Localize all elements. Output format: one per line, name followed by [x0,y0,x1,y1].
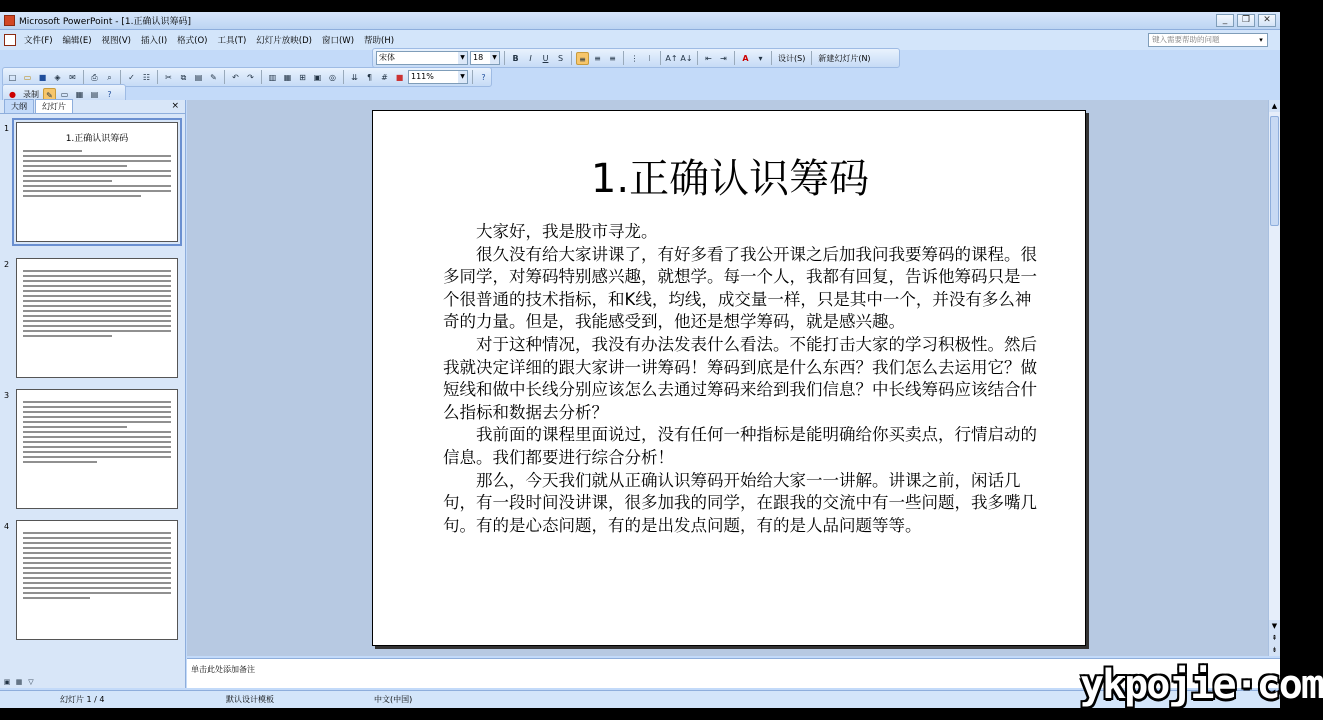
text-line [23,270,171,272]
separator [811,51,812,65]
slide-thumbnail[interactable] [16,258,178,378]
copy-icon[interactable]: ⧉ [180,72,187,82]
underline-button[interactable]: U [542,53,549,63]
spelling-icon[interactable]: ✓ [128,72,135,82]
title-bar [0,12,1280,30]
menu-file[interactable]: 文件(F) [24,36,53,46]
thumbnail-row [0,389,186,514]
text-line [23,421,171,423]
permission-icon[interactable]: ◈ [54,72,61,82]
next-slide-icon[interactable]: ⇟ [1269,644,1280,656]
align-center-icon[interactable]: ≡ [594,53,601,63]
save-icon[interactable]: ■ [38,72,47,82]
vertical-scrollbar[interactable] [1268,100,1280,656]
decrease-indent-icon[interactable]: ⇤ [705,53,712,63]
insert-chart-icon[interactable]: ▥ [268,72,277,82]
slide-editing-area [187,100,1268,656]
text-line [23,295,171,297]
chevron-down-icon[interactable]: ▼ [490,52,499,64]
minimize-button[interactable]: _ [1216,14,1234,27]
help-icon[interactable]: ? [481,72,486,82]
document-icon[interactable] [4,34,16,46]
help-icon[interactable]: ? [107,89,112,99]
redo-icon[interactable]: ↷ [247,72,254,82]
text-line [23,572,171,574]
text-line [23,406,171,408]
new-slide-button[interactable]: 新建幻灯片(N) [818,53,871,63]
align-right-icon[interactable]: ≡ [609,53,616,63]
menu-format[interactable]: 格式(O) [177,36,208,46]
bulleted-list-icon[interactable]: ⁝ [648,53,651,63]
slide-title[interactable]: 1.正确认识筹码 [590,156,870,202]
chevron-down-icon[interactable]: ▼ [458,52,467,64]
text-line [23,185,171,187]
slide-counter: 幻灯片 1 / 4 [60,695,105,704]
thumbnail-row [0,122,186,252]
text-line [23,320,171,322]
open-folder-icon[interactable]: ▭ [23,72,32,82]
text-line [23,175,171,177]
separator [571,51,572,65]
show-formatting-icon[interactable]: ¶ [366,72,373,82]
tab-slides[interactable]: 幻灯片 [35,99,73,113]
separator [343,70,344,84]
separator [660,51,661,65]
record-icon[interactable]: ● [9,89,16,99]
text-line [23,160,171,162]
scrollbar-thumb[interactable] [1270,116,1279,226]
text-line [23,597,90,599]
chevron-down-icon[interactable]: ▾ [1259,36,1263,44]
text-line [23,170,171,172]
show-grid-icon[interactable]: # [381,72,388,82]
text-line [23,401,171,403]
separator [120,70,121,84]
text-line [23,290,171,292]
text-line [23,280,171,282]
separator [157,70,158,84]
text-line [23,456,171,458]
separator [224,70,225,84]
text-line [23,592,171,594]
text-line [23,582,171,584]
normal-view-icon[interactable]: ▣ [3,678,11,686]
format-painter-icon[interactable]: ✎ [210,72,217,82]
text-line [23,190,171,192]
text-line [23,155,171,157]
slides-pane [0,100,186,688]
menu-tools[interactable]: 工具(T) [217,36,247,46]
text-line [23,335,112,337]
text-line [23,300,171,302]
window-title: Microsoft PowerPoint - [1.正确认识筹码] [19,17,191,27]
font-size-value: 18 [473,53,484,62]
text-line [23,547,171,549]
increase-font-icon[interactable]: A↑ [665,53,678,63]
zoom-select[interactable] [408,70,468,84]
close-button[interactable]: ✕ [1258,14,1276,27]
text-line [23,165,127,167]
text-line [23,431,171,433]
undo-icon[interactable]: ↶ [232,72,239,82]
zoom-value: 111% [411,72,434,81]
slide-paragraph: 大家好，我是股市寻龙。 [476,222,658,241]
design-template-name: 默认设计模板 [226,695,274,704]
pen-icon[interactable]: ✎ [43,88,56,101]
print-icon[interactable]: ⎙ [91,72,98,82]
text-line [23,577,171,579]
chevron-down-icon[interactable]: ▾ [758,53,763,63]
pane-tabs [0,100,185,114]
tables-borders-icon[interactable]: ⊞ [299,72,306,82]
scroll-up-icon[interactable]: ▲ [1269,100,1280,112]
menu-slideshow[interactable]: 幻灯片放映(D) [256,36,312,46]
font-color-icon[interactable]: A [742,53,749,63]
help-search-placeholder: 键入需要帮助的问题 [1152,35,1220,44]
cut-icon[interactable]: ✂ [165,72,172,82]
slide-thumbnail[interactable] [16,122,178,242]
insert-diagram-icon[interactable]: ◎ [329,72,336,82]
menu-window[interactable]: 窗口(W) [321,36,355,46]
email-icon[interactable]: ✉ [69,72,76,82]
text-line [23,426,127,428]
text-line [23,330,171,332]
thumbnail-number: 1 [4,124,10,133]
text-line [23,537,171,539]
separator [504,51,505,65]
menu-edit[interactable]: 编辑(E) [62,36,92,46]
thumbnail-title: 1.正确认识筹码 [65,134,129,144]
text-line [23,441,171,443]
previous-slide-icon[interactable]: ⇞ [1269,632,1280,644]
text-line [23,275,171,277]
slide-paragraph: 那么，今天我们就从正确认识筹码开始给大家一一讲解。讲课之前，闲话几句，有一段时间没讲课，很多加我的同学，在跟我的交流中有一些问题，我多嘴几句。有的是心态问题，有的是出发点问题，有的是人品问题等等。 [443,470,1037,535]
separator [623,51,624,65]
chevron-down-icon[interactable]: ▼ [458,71,467,83]
design-button[interactable]: 设计(S) [778,53,806,63]
powerpoint-window [0,12,1323,708]
text-line [23,557,171,559]
slide-body-text[interactable] [443,221,1047,537]
text-line [23,315,171,317]
slide-thumbnail[interactable] [16,520,178,640]
text-line [23,195,141,197]
font-size-select[interactable] [470,51,500,65]
notes-placeholder: 单击此处添加备注 [191,665,255,674]
slide-paragraph: 很久没有给大家讲课了，有好多看了我公开课之后加我问我要筹码的课程。很多同学，对筹码特别感兴趣，就想学。每一个人，我都有回复，告诉他筹码只是一个很普通的技术指标，和K线，均线，成交量一样，只是其中一个，并没有多么神奇的力量。但是，我能感受到，他还是想学筹码，就是感兴趣。 [443,244,1037,332]
text-line [23,446,171,448]
slide-paragraph: 我前面的课程里面说过，没有任何一种指标是能明确给你买卖点，行情启动的信息。我们都要进行综合分析！ [443,425,1037,467]
help-search-input[interactable] [1148,33,1268,47]
text-line [23,451,171,453]
view-buttons [0,676,186,688]
text-line [23,310,171,312]
slide-sorter-view-icon[interactable]: ▦ [15,678,23,686]
print-preview-icon[interactable]: ⌕ [107,72,112,82]
text-line [23,285,171,287]
text-line [23,562,171,564]
insert-table-icon[interactable]: ▦ [283,72,292,82]
powerpoint-app-icon [4,15,15,26]
font-name-value: 宋体 [379,53,395,62]
thumbnail-row [0,258,186,383]
font-name-select[interactable] [376,51,468,65]
separator [697,51,698,65]
bold-button[interactable]: B [512,53,519,63]
menu-help[interactable]: 帮助(H) [364,36,395,46]
thumbnail-number: 3 [4,391,10,400]
scroll-down-icon[interactable]: ▼ [1269,620,1280,632]
close-icon[interactable]: × [171,101,179,111]
menu-insert[interactable]: 插入(I) [141,36,168,46]
menu-bar [0,30,1280,50]
text-line [23,411,171,413]
tab-outline[interactable]: 大纲 [4,99,34,113]
slide-icon[interactable]: ▭ [60,89,69,99]
numbered-list-icon[interactable]: ⋮ [630,53,639,63]
decrease-font-icon[interactable]: A↓ [680,53,693,63]
separator [261,70,262,84]
text-line [23,305,171,307]
text-line [23,180,112,182]
restore-button[interactable]: ❐ [1237,14,1255,27]
thumbnail-row [0,520,186,645]
record-label[interactable]: 录制 [23,89,39,99]
separator [734,51,735,65]
color-grayscale-icon[interactable]: ■ [395,72,404,82]
separator [83,70,84,84]
slide-paragraph: 对于这种情况，我没有办法发表什么看法。不能打击大家的学习积极性。然后我就决定详细的跟大家讲一讲筹码！筹码到底是什么东西？我们怎么去运用它？做短线和做中长线分别应该怎么去通过筹码来给到我们信息？中长线筹码应该结合什么指标和数据去分析？ [443,334,1037,422]
text-line [23,542,171,544]
italic-button[interactable]: I [529,53,532,63]
insert-picture-icon[interactable]: ▣ [313,72,322,82]
text-line [23,325,171,327]
expand-all-icon[interactable]: ⇊ [351,72,358,82]
research-icon[interactable]: ☷ [142,72,151,82]
text-line [23,416,171,418]
formatting-toolbar [372,48,900,68]
align-left-icon[interactable]: ≡ [576,52,589,65]
menu-view[interactable]: 视图(V) [101,36,131,46]
slide-sorter-icon[interactable]: ▦ [75,89,84,99]
thumbnail-number: 4 [4,522,10,531]
text-line [23,436,171,438]
separator [771,51,772,65]
language-indicator: 中文(中国) [374,695,413,704]
current-slide[interactable] [372,110,1086,646]
shadow-button[interactable]: S [557,53,564,63]
text-line [23,587,171,589]
text-line [23,532,171,534]
text-line [23,461,97,463]
text-line [23,150,82,152]
text-line [23,567,171,569]
paste-icon[interactable]: ▤ [194,72,203,82]
separator [472,70,473,84]
watermark-text: ykpojie·com [1080,662,1323,708]
table-icon[interactable]: ▤ [90,89,99,99]
increase-indent-icon[interactable]: ⇥ [720,53,727,63]
new-file-icon[interactable]: □ [8,72,17,82]
text-line [23,552,171,554]
thumbnail-number: 2 [4,260,10,269]
slide-thumbnail[interactable] [16,389,178,509]
slideshow-view-icon[interactable]: ▽ [28,678,34,686]
